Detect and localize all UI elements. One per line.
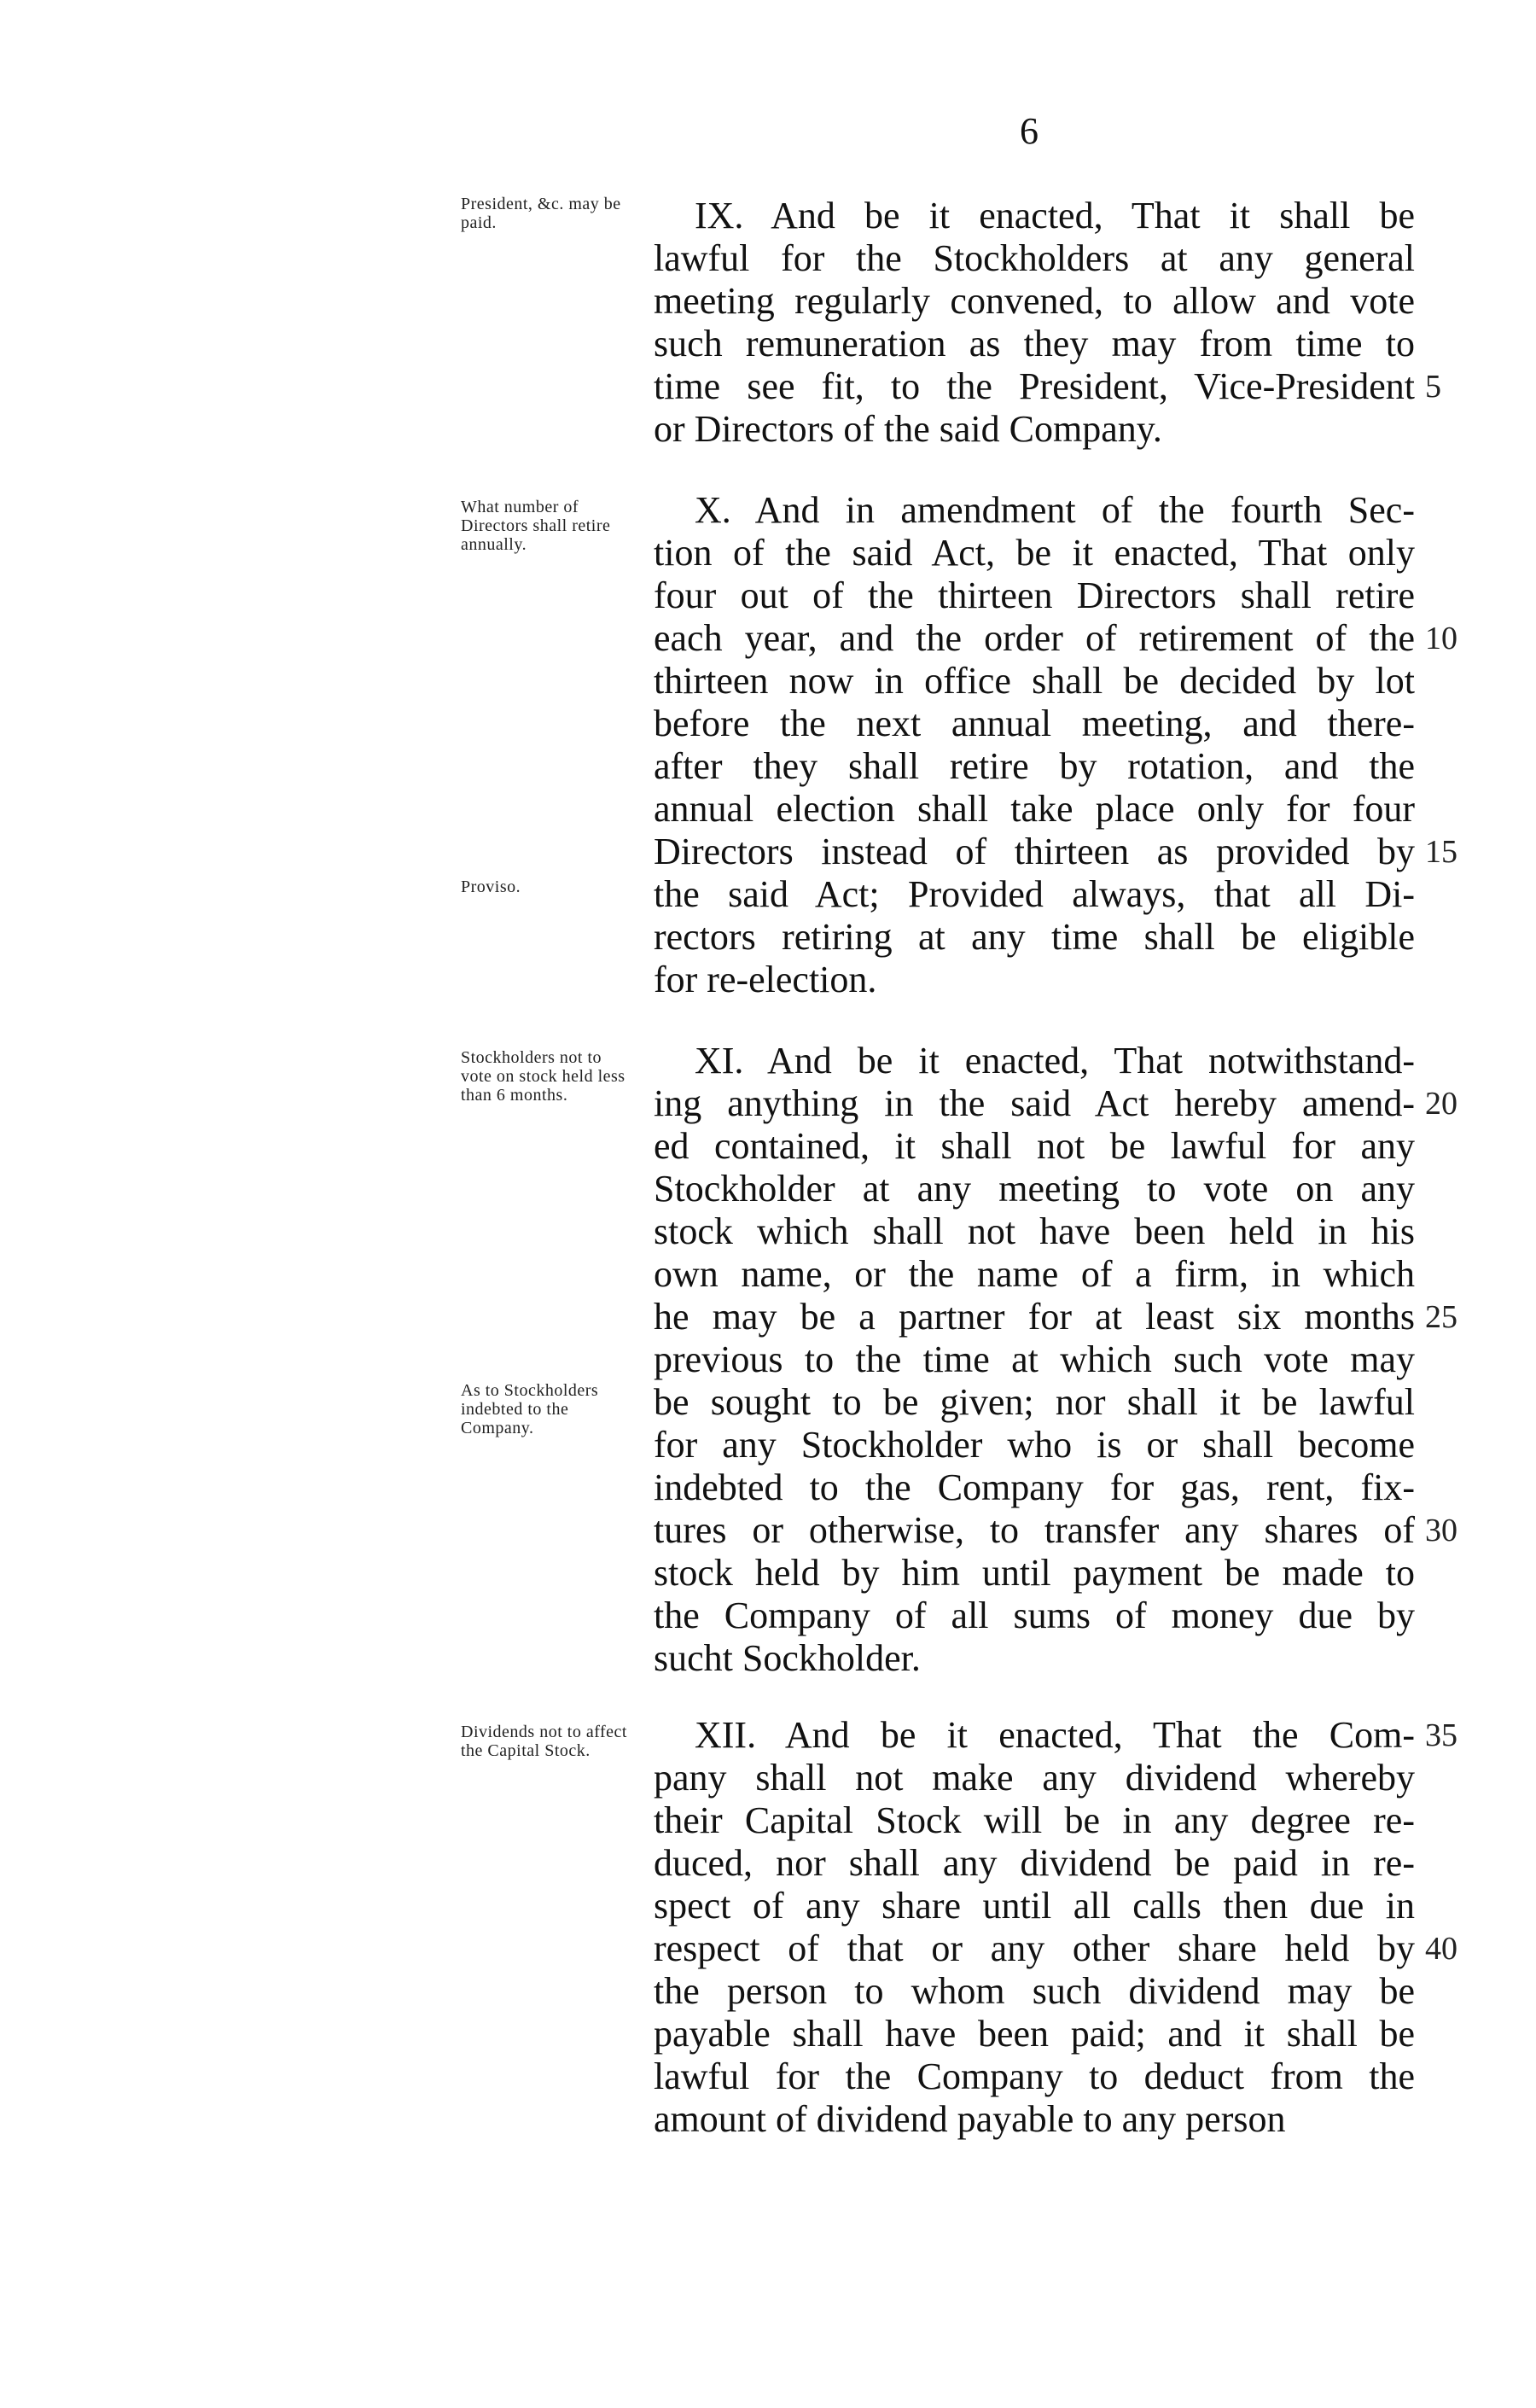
text-line: the said Act; Provided always, that all Di- [654, 873, 1415, 915]
text-line: time see fit, to the President, Vice-President [654, 365, 1415, 407]
text-line: respect of that or any other share held by [654, 1927, 1415, 1969]
margin-note-president-paid: President, &c. may be paid. [461, 195, 621, 232]
text-line: XI. And be it enacted, That notwithstand- [695, 1040, 1415, 1082]
text-line: after they shall retire by rotation, and the [654, 745, 1415, 787]
text-line: rectors retiring at any time shall be eligible [654, 916, 1415, 958]
line-number: 30 [1425, 1513, 1457, 1548]
text-line: own name, or the name of a firm, in which [654, 1253, 1415, 1295]
margin-note-dividends: Dividends not to affect the Capital Stock. [461, 1723, 627, 1760]
text-line: stock which shall not have been held in his [654, 1210, 1415, 1252]
text-line: or Directors of the said Company. [654, 408, 1162, 450]
text-line: pany shall not make any dividend whereby [654, 1757, 1415, 1799]
text-line: ed contained, it shall not be lawful for any [654, 1125, 1415, 1167]
text-line: for re-election. [654, 959, 877, 1000]
text-line: each year, and the order of retirement of the [654, 617, 1415, 659]
text-line: amount of dividend payable to any person [654, 2098, 1286, 2140]
text-line: ing anything in the said Act hereby amend- [654, 1082, 1415, 1124]
line-number: 40 [1425, 1931, 1457, 1967]
text-line: IX. And be it enacted, That it shall be [695, 195, 1415, 236]
text-line: four out of the thirteen Directors shall retire [654, 574, 1415, 616]
margin-note-proviso: Proviso. [461, 877, 521, 896]
margin-note-indebted-stockholders: As to Stockholders indebted to the Company. [461, 1381, 599, 1437]
text-line: spect of any share until all calls then due in [654, 1885, 1415, 1927]
text-line: the Company of all sums of money due by [654, 1595, 1415, 1636]
text-line: lawful for the Stockholders at any general [654, 237, 1415, 279]
text-line: before the next annual meeting, and there- [654, 703, 1415, 744]
text-line: previous to the time at which such vote may [654, 1338, 1415, 1380]
margin-note-directors-retire: What number of Directors shall retire annually. [461, 498, 611, 554]
line-number: 15 [1425, 834, 1457, 870]
text-line: tures or otherwise, to transfer any shares of [654, 1509, 1415, 1551]
text-line: sucht Sockholder. [654, 1637, 921, 1679]
text-line: for any Stockholder who is or shall become [654, 1424, 1415, 1466]
text-line: annual election shall take place only for four [654, 788, 1415, 830]
page-number: 6 [1020, 110, 1039, 152]
line-number: 10 [1425, 621, 1457, 656]
line-number: 35 [1425, 1717, 1457, 1753]
text-line: X. And in amendment of the fourth Sec- [695, 489, 1415, 531]
text-line: he may be a partner for at least six months [654, 1296, 1415, 1338]
text-line: such remuneration as they may from time to [654, 323, 1415, 364]
text-line: XII. And be it enacted, That the Com- [695, 1714, 1415, 1756]
line-number: 20 [1425, 1086, 1457, 1122]
text-line: payable shall have been paid; and it shall be [654, 2013, 1415, 2055]
text-line: Stockholder at any meeting to vote on any [654, 1168, 1415, 1210]
text-line: meeting regularly convened, to allow and vote [654, 280, 1415, 322]
text-line: Directors instead of thirteen as provided by [654, 831, 1415, 872]
text-line: thirteen now in office shall be decided by lot [654, 660, 1415, 702]
margin-note-stockholders-vote: Stockholders not to vote on stock held less than 6 months. [461, 1048, 625, 1105]
line-number: 25 [1425, 1299, 1457, 1335]
text-line: tion of the said Act, be it enacted, That only [654, 532, 1415, 574]
text-line: duced, nor shall any dividend be paid in re- [654, 1842, 1415, 1884]
text-line: be sought to be given; nor shall it be lawful [654, 1381, 1415, 1423]
text-line: the person to whom such dividend may be [654, 1970, 1415, 2012]
text-line: their Capital Stock will be in any degree re- [654, 1799, 1415, 1841]
text-line: indebted to the Company for gas, rent, fix- [654, 1466, 1415, 1508]
line-number: 5 [1425, 369, 1441, 405]
text-line: stock held by him until payment be made to [654, 1552, 1415, 1594]
text-line: lawful for the Company to deduct from the [654, 2055, 1415, 2097]
